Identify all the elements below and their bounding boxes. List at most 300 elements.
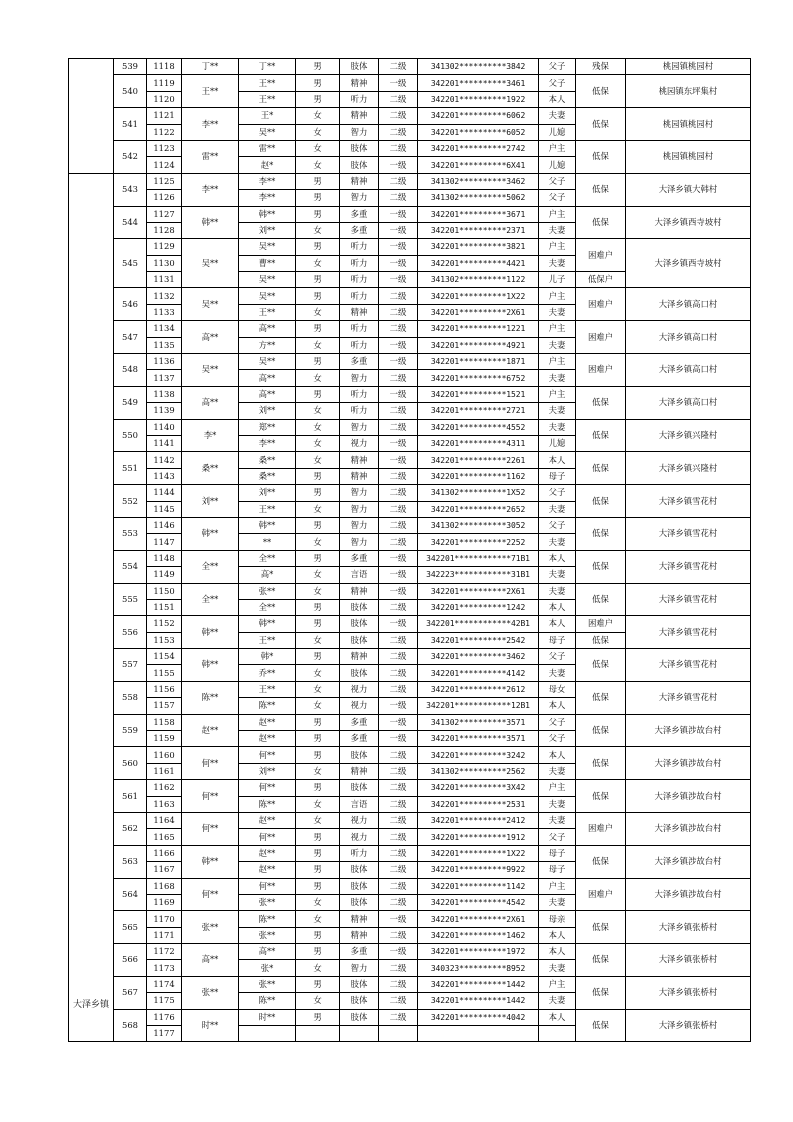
disability-grade: 一级 (379, 239, 418, 255)
household-number: 551 (114, 452, 147, 485)
id-number: 342201**********2X61 (418, 911, 539, 927)
household-head: 吴** (182, 354, 239, 387)
disability-grade: 二级 (379, 517, 418, 533)
village-address: 大泽乡镇涉故台村 (626, 780, 751, 813)
member-sequence: 1123 (147, 140, 182, 156)
disability-grade: 一级 (379, 157, 418, 173)
household-head: 桑** (182, 452, 239, 485)
household-number: 557 (114, 649, 147, 682)
disability-grade: 二级 (379, 321, 418, 337)
household-number: 543 (114, 173, 147, 206)
id-number: 342201**********1912 (418, 829, 539, 845)
disability-grade: 一级 (379, 714, 418, 730)
household-number: 568 (114, 1009, 147, 1042)
assistance-status: 低保 (576, 386, 626, 419)
member-sex: 女 (296, 632, 340, 648)
village-address: 大泽乡镇雪花村 (626, 550, 751, 583)
id-number: 342201**********2X61 (418, 304, 539, 320)
disability-grade: 二级 (379, 599, 418, 615)
member-sex: 男 (296, 75, 340, 91)
village-address: 大泽乡镇张桥村 (626, 911, 751, 944)
member-name: 高** (239, 370, 296, 386)
disability-type: 智力 (340, 501, 379, 517)
member-sequence: 1138 (147, 386, 182, 402)
id-number: 342201**********4042 (418, 1009, 539, 1025)
id-number: 342201**********2X61 (418, 583, 539, 599)
member-sequence: 1169 (147, 894, 182, 910)
member-sequence: 1135 (147, 337, 182, 353)
household-head: 韩** (182, 649, 239, 682)
disability-grade: 二级 (379, 304, 418, 320)
member-sequence: 1120 (147, 91, 182, 107)
household-number: 555 (114, 583, 147, 616)
member-name: 王** (239, 681, 296, 697)
member-name: 张** (239, 894, 296, 910)
member-sequence: 1157 (147, 698, 182, 714)
disability-grade: 二级 (379, 845, 418, 861)
id-number: 342201**********4552 (418, 419, 539, 435)
relationship: 夫妻 (539, 370, 576, 386)
disability-type: 肢体 (340, 862, 379, 878)
table-row (69, 419, 751, 435)
assistance-status: 低保 (576, 419, 626, 452)
member-sex: 男 (296, 780, 340, 796)
disability-grade: 二级 (379, 1009, 418, 1025)
disability-grade: 二级 (379, 681, 418, 697)
member-name: 韩** (239, 616, 296, 632)
id-number: 342201************12B1 (418, 698, 539, 714)
disability-grade: 一级 (379, 272, 418, 288)
relationship: 父子 (539, 485, 576, 501)
member-sequence: 1165 (147, 829, 182, 845)
id-number: 341302**********1X52 (418, 485, 539, 501)
member-name: 李** (239, 173, 296, 189)
household-number: 562 (114, 812, 147, 845)
disability-type: 言语 (340, 567, 379, 583)
relationship: 本人 (539, 616, 576, 632)
id-number: 342201**********1972 (418, 944, 539, 960)
id-number: 342201**********2542 (418, 632, 539, 648)
household-number: 540 (114, 75, 147, 108)
member-name: 时** (239, 1009, 296, 1025)
id-number: 341302**********5062 (418, 190, 539, 206)
member-sex: 男 (296, 747, 340, 763)
relationship: 本人 (539, 599, 576, 615)
relationship: 夫妻 (539, 337, 576, 353)
member-sex: 女 (296, 894, 340, 910)
member-sex: 男 (296, 190, 340, 206)
disability-type: 精神 (340, 452, 379, 468)
relationship: 户主 (539, 206, 576, 222)
household-head: 李** (182, 173, 239, 206)
member-sequence: 1163 (147, 796, 182, 812)
disability-type: 智力 (340, 960, 379, 976)
member-name: 刘** (239, 403, 296, 419)
id-number: 342201**********4542 (418, 894, 539, 910)
table-row (69, 173, 751, 189)
disability-type: 多重 (340, 714, 379, 730)
household-head: 何** (182, 780, 239, 813)
assistance-status: 低保 (576, 75, 626, 108)
member-name: 韩** (239, 517, 296, 533)
table-row (69, 812, 751, 828)
id-number: 342201**********3242 (418, 747, 539, 763)
assistance-status: 低保 (576, 649, 626, 682)
table-row (69, 1009, 751, 1025)
member-name (239, 1026, 296, 1042)
member-name: 李** (239, 435, 296, 451)
disability-type: 精神 (340, 108, 379, 124)
disability-grade: 二级 (379, 812, 418, 828)
household-head: 李** (182, 108, 239, 141)
assistance-status: 低保 (576, 550, 626, 583)
member-name: 张** (239, 976, 296, 992)
table-row (69, 288, 751, 304)
disability-type: 听力 (340, 288, 379, 304)
disability-type: 视力 (340, 681, 379, 697)
disability-type: 精神 (340, 75, 379, 91)
member-sequence: 1131 (147, 272, 182, 288)
disability-type: 听力 (340, 272, 379, 288)
member-sex: 男 (296, 321, 340, 337)
id-number: 342201**********3462 (418, 649, 539, 665)
relationship: 户主 (539, 321, 576, 337)
relationship: 户主 (539, 288, 576, 304)
assistance-status: 低保 (576, 140, 626, 173)
disability-type: 肢体 (340, 140, 379, 156)
household-head: 王** (182, 75, 239, 108)
member-sex: 男 (296, 206, 340, 222)
village-address: 大泽乡镇雪花村 (626, 681, 751, 714)
member-name: ** (239, 534, 296, 550)
village-address: 大泽乡镇张桥村 (626, 1009, 751, 1042)
assistance-status: 低保 (576, 632, 626, 648)
id-number: 341302**********3052 (418, 517, 539, 533)
member-sequence: 1148 (147, 550, 182, 566)
table-row (69, 239, 751, 255)
relationship: 父子 (539, 59, 576, 75)
household-head: 丁** (182, 59, 239, 75)
disability-grade: 一级 (379, 698, 418, 714)
village-address: 大泽乡镇雪花村 (626, 517, 751, 550)
member-sequence: 1143 (147, 468, 182, 484)
relationship: 夫妻 (539, 960, 576, 976)
household-number: 542 (114, 140, 147, 173)
member-sex: 女 (296, 567, 340, 583)
member-name: 高** (239, 386, 296, 402)
member-sex: 男 (296, 829, 340, 845)
member-name: 张** (239, 583, 296, 599)
relationship: 夫妻 (539, 419, 576, 435)
id-number: 342201**********2412 (418, 812, 539, 828)
member-sequence: 1146 (147, 517, 182, 533)
disability-grade: 二级 (379, 403, 418, 419)
village-address: 大泽乡镇高口村 (626, 386, 751, 419)
member-sex: 女 (296, 911, 340, 927)
table-row (69, 714, 751, 730)
relationship: 儿子 (539, 272, 576, 288)
table-row (69, 108, 751, 124)
member-sex: 女 (296, 960, 340, 976)
disability-grade: 二级 (379, 124, 418, 140)
member-name: 全** (239, 599, 296, 615)
household-head: 张** (182, 976, 239, 1009)
household-head: 刘** (182, 485, 239, 518)
relationship: 母子 (539, 845, 576, 861)
table-row (69, 452, 751, 468)
relationship: 父子 (539, 517, 576, 533)
member-name: 乔** (239, 665, 296, 681)
disability-type: 智力 (340, 370, 379, 386)
disability-grade: 二级 (379, 993, 418, 1009)
disability-grade: 一级 (379, 337, 418, 353)
member-sequence: 1127 (147, 206, 182, 222)
member-sex: 男 (296, 862, 340, 878)
disability-type: 听力 (340, 386, 379, 402)
id-number: 342201**********2252 (418, 534, 539, 550)
member-name: 全** (239, 550, 296, 566)
relationship: 夫妻 (539, 534, 576, 550)
assistance-status: 低保 (576, 452, 626, 485)
id-number: 342201**********6X41 (418, 157, 539, 173)
assistance-status: 困难户 (576, 812, 626, 845)
member-sequence: 1128 (147, 222, 182, 238)
id-number: 342201**********6752 (418, 370, 539, 386)
village-address: 大泽乡镇高口村 (626, 321, 751, 354)
household-number: 564 (114, 878, 147, 911)
table-row (69, 386, 751, 402)
household-head: 韩** (182, 845, 239, 878)
member-name: 赵** (239, 812, 296, 828)
member-sex: 女 (296, 993, 340, 1009)
household-number: 566 (114, 944, 147, 977)
member-sex: 男 (296, 1009, 340, 1025)
disability-type: 听力 (340, 403, 379, 419)
member-sex: 男 (296, 468, 340, 484)
member-name: 张* (239, 960, 296, 976)
disability-type: 肢体 (340, 59, 379, 75)
village-address: 大泽乡镇涉故台村 (626, 812, 751, 845)
village-address: 大泽乡镇雪花村 (626, 583, 751, 616)
household-number: 561 (114, 780, 147, 813)
id-number: 342201**********1462 (418, 927, 539, 943)
id-number: 342201************71B1 (418, 550, 539, 566)
disability-grade: 一级 (379, 944, 418, 960)
member-name: 何** (239, 829, 296, 845)
member-name: 吴** (239, 354, 296, 370)
member-sequence: 1121 (147, 108, 182, 124)
member-sequence: 1177 (147, 1026, 182, 1042)
disability-grade: 一级 (379, 731, 418, 747)
disability-type: 肢体 (340, 599, 379, 615)
member-sequence: 1125 (147, 173, 182, 189)
member-sex: 女 (296, 108, 340, 124)
table-row (69, 517, 751, 533)
assistance-status: 低保 (576, 911, 626, 944)
id-number: 341302**********2562 (418, 763, 539, 779)
village-address: 大泽乡镇西寺坡村 (626, 206, 751, 239)
village-address: 大泽乡镇张桥村 (626, 976, 751, 1009)
id-number: 342201**********3571 (418, 731, 539, 747)
disability-grade: 二级 (379, 288, 418, 304)
member-sequence: 1142 (147, 452, 182, 468)
disability-type: 智力 (340, 517, 379, 533)
disability-type: 听力 (340, 321, 379, 337)
table-row (69, 485, 751, 501)
disability-type: 肢体 (340, 993, 379, 1009)
table-row (69, 976, 751, 992)
relationship: 父子 (539, 649, 576, 665)
assistance-status: 低保 (576, 1009, 626, 1042)
assistance-status: 低保 (576, 583, 626, 616)
disability-grade: 二级 (379, 976, 418, 992)
household-head: 雷** (182, 140, 239, 173)
member-name: 何** (239, 878, 296, 894)
household-number: 539 (114, 59, 147, 75)
table-row (69, 780, 751, 796)
disability-grade: 二级 (379, 468, 418, 484)
member-name: 王** (239, 632, 296, 648)
id-number: 342201**********3671 (418, 206, 539, 222)
member-sex: 女 (296, 140, 340, 156)
disability-type: 言语 (340, 796, 379, 812)
disability-type: 智力 (340, 419, 379, 435)
member-sequence: 1154 (147, 649, 182, 665)
disability-grade: 二级 (379, 960, 418, 976)
village-address: 桃园镇东坪集村 (626, 75, 751, 108)
disability-grade: 二级 (379, 796, 418, 812)
member-name: 陈** (239, 796, 296, 812)
village-address: 大泽乡镇涉故台村 (626, 878, 751, 911)
member-name: 陈** (239, 911, 296, 927)
relationship: 夫妻 (539, 796, 576, 812)
table-row (69, 616, 751, 632)
disability-type: 精神 (340, 911, 379, 927)
member-sex: 女 (296, 419, 340, 435)
household-head: 全** (182, 550, 239, 583)
member-sex: 女 (296, 403, 340, 419)
household-head: 韩** (182, 616, 239, 649)
member-sequence: 1153 (147, 632, 182, 648)
relationship: 夫妻 (539, 501, 576, 517)
member-sex: 女 (296, 222, 340, 238)
relationship: 本人 (539, 550, 576, 566)
member-sequence: 1152 (147, 616, 182, 632)
member-sequence: 1139 (147, 403, 182, 419)
id-number: 342201**********2261 (418, 452, 539, 468)
member-sex: 男 (296, 878, 340, 894)
member-sequence: 1161 (147, 763, 182, 779)
member-sex: 女 (296, 337, 340, 353)
member-sequence: 1144 (147, 485, 182, 501)
id-number: 341302**********1122 (418, 272, 539, 288)
table-row (69, 583, 751, 599)
disability-type: 肢体 (340, 665, 379, 681)
assistance-status: 低保 (576, 747, 626, 780)
disability-type: 视力 (340, 829, 379, 845)
id-number: 342201**********1871 (418, 354, 539, 370)
assistance-status: 困难户 (576, 616, 626, 632)
relationship: 夫妻 (539, 763, 576, 779)
id-number: 341302**********3842 (418, 59, 539, 75)
disability-grade: 二级 (379, 534, 418, 550)
relationship: 父子 (539, 173, 576, 189)
member-sequence: 1175 (147, 993, 182, 1009)
household-head: 全** (182, 583, 239, 616)
relationship: 本人 (539, 944, 576, 960)
village-address: 大泽乡镇雪花村 (626, 485, 751, 518)
table-row (69, 550, 751, 566)
household-number: 563 (114, 845, 147, 878)
disability-type: 多重 (340, 944, 379, 960)
member-name: 吴** (239, 124, 296, 140)
id-number: 342201**********3461 (418, 75, 539, 91)
member-name: 王* (239, 108, 296, 124)
village-address: 大泽乡镇雪花村 (626, 616, 751, 649)
household-head: 李* (182, 419, 239, 452)
household-number: 547 (114, 321, 147, 354)
disability-grade: 二级 (379, 927, 418, 943)
member-sex: 男 (296, 944, 340, 960)
relationship: 本人 (539, 927, 576, 943)
disability-type: 肢体 (340, 894, 379, 910)
household-head: 高** (182, 386, 239, 419)
id-number: 341302**********3571 (418, 714, 539, 730)
member-sequence: 1133 (147, 304, 182, 320)
relationship: 夫妻 (539, 993, 576, 1009)
id-number: 342201************42B1 (418, 616, 539, 632)
disability-grade (379, 1026, 418, 1042)
table-row (69, 845, 751, 861)
disability-type: 听力 (340, 239, 379, 255)
relationship: 本人 (539, 698, 576, 714)
disability-type: 肢体 (340, 616, 379, 632)
relationship: 夫妻 (539, 567, 576, 583)
member-name: 丁** (239, 59, 296, 75)
disability-grade: 二级 (379, 649, 418, 665)
id-number: 342201**********1521 (418, 386, 539, 402)
village-address: 大泽乡镇涉故台村 (626, 747, 751, 780)
id-number: 342201**********1X22 (418, 845, 539, 861)
village-address: 大泽乡镇兴隆村 (626, 452, 751, 485)
member-name: 李** (239, 190, 296, 206)
member-sex: 男 (296, 288, 340, 304)
member-sex: 男 (296, 649, 340, 665)
id-number: 342201**********1922 (418, 91, 539, 107)
relationship: 儿媳 (539, 435, 576, 451)
disability-type: 听力 (340, 337, 379, 353)
member-name: 王** (239, 91, 296, 107)
member-sex: 女 (296, 452, 340, 468)
member-sequence: 1141 (147, 435, 182, 451)
disability-grade: 二级 (379, 829, 418, 845)
member-sex (296, 1026, 340, 1042)
disability-grade: 二级 (379, 140, 418, 156)
disability-grade: 二级 (379, 894, 418, 910)
member-name: 方** (239, 337, 296, 353)
member-name: 何** (239, 747, 296, 763)
household-head: 高** (182, 321, 239, 354)
disability-grade: 二级 (379, 780, 418, 796)
relationship: 夫妻 (539, 304, 576, 320)
member-sequence: 1162 (147, 780, 182, 796)
household-number: 544 (114, 206, 147, 239)
member-sequence: 1166 (147, 845, 182, 861)
household-head: 何** (182, 747, 239, 780)
member-sex: 女 (296, 681, 340, 697)
assistance-status: 低保 (576, 681, 626, 714)
disability-type: 多重 (340, 354, 379, 370)
